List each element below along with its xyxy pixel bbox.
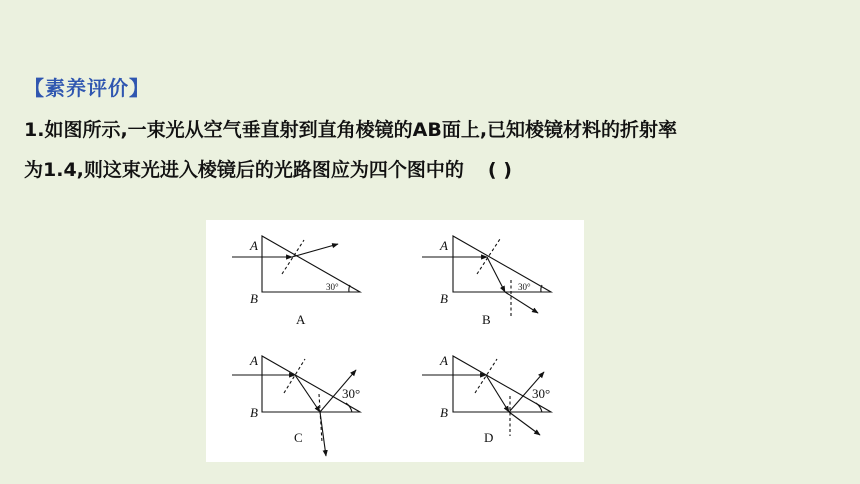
vertex-a-label-1: A — [250, 238, 258, 253]
prism-figures-svg — [206, 220, 584, 462]
angle-arc-b — [541, 285, 542, 292]
vertex-a-label-4: A — [440, 353, 448, 368]
refracted-ray-b — [487, 257, 505, 292]
figure-caption-b: B — [482, 312, 491, 327]
angle-label-4: 30° — [532, 386, 551, 401]
figure-caption-d: D — [484, 430, 494, 445]
figure-caption-c: C — [294, 430, 303, 445]
angle-label-1: 30° — [326, 282, 339, 292]
prism-c — [262, 356, 360, 412]
question-text — [24, 110, 844, 190]
question-line-2-text: 为1.4,则这束光进入棱镜后的光路图应为四个图中的 — [24, 159, 464, 181]
normal-line-c1 — [284, 359, 305, 393]
refracted-ray-a — [292, 244, 338, 257]
angle-arc-d — [536, 403, 542, 412]
prism-a — [262, 236, 360, 292]
vertex-a-label-3: A — [250, 353, 258, 368]
section-heading: 【素养评价】 — [24, 76, 150, 100]
angle-label-2: 30° — [518, 282, 531, 292]
answer-blank: ( ) — [487, 159, 512, 181]
angle-label-3: 30° — [342, 386, 361, 401]
figure-caption-a: A — [296, 312, 306, 327]
prism-figures — [206, 220, 584, 462]
vertex-a-label-2: A — [440, 238, 448, 253]
vertex-b-label-3: B — [250, 405, 258, 420]
angle-arc-a — [349, 285, 350, 292]
reflected-ray-d — [509, 412, 540, 435]
question-line-1: 1.如图所示,一束光从空气垂直射到直角棱镜的AB面上,已知棱镜材料的折射率 — [24, 119, 678, 141]
normal-line-c2 — [319, 394, 322, 442]
question-line-2 — [24, 150, 844, 190]
prism-b — [453, 236, 551, 292]
exit-ray-b — [505, 292, 538, 313]
vertex-b-label-1: B — [250, 291, 258, 306]
refracted-ray-d — [486, 375, 509, 412]
refracted-ray-c — [295, 375, 320, 412]
vertex-b-label-4: B — [440, 405, 448, 420]
vertex-b-label-2: B — [440, 291, 448, 306]
